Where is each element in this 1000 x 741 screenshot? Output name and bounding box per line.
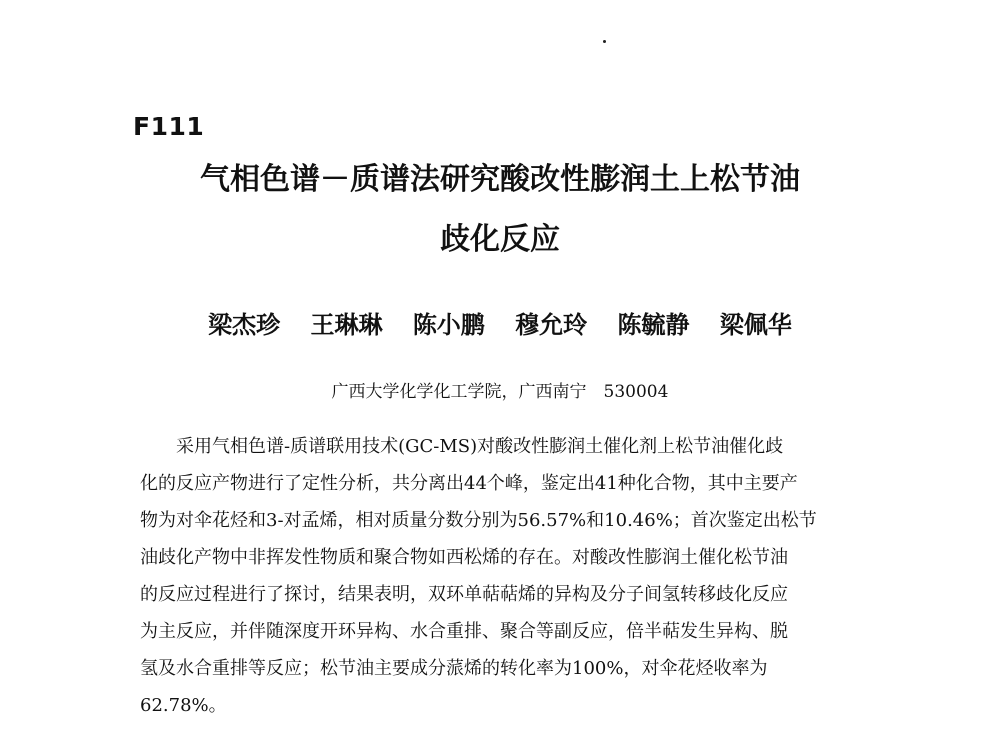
author: 穆允玲 <box>515 311 588 339</box>
author: 梁佩华 <box>719 311 792 339</box>
scan-speck <box>603 40 606 43</box>
abstract <box>140 432 866 728</box>
author: 陈小鹏 <box>412 311 485 339</box>
author: 王琳琳 <box>310 311 383 339</box>
paper-title-line-1: 气相色谱－质谱法研究酸改性膨润土上松节油 <box>200 162 800 197</box>
abstract-line: 采用气相色谱-质谱联用技术(GC-MS)对酸改性膨润土催化剂上松节油催化歧 <box>176 436 784 457</box>
abstract-line: 的反应过程进行了探讨，结果表明，双环单萜萜烯的异构及分子间氢转移歧化反应 <box>140 584 788 605</box>
abstract-line: 为主反应，并伴随深度开环异构、水合重排、聚合等副反应，倍半萜发生异构、脱 <box>140 621 788 642</box>
abstract-line: 油歧化产物中非挥发性物质和聚合物如西松烯的存在。对酸改性膨润土催化松节油 <box>140 547 788 568</box>
abstract-line: 62.78%。 <box>140 695 227 716</box>
paper-title-line-2: 歧化反应 <box>440 222 560 257</box>
classification-code: F111 <box>133 112 205 141</box>
author-list <box>0 310 1000 340</box>
abstract-line: 氢及水合重排等反应；松节油主要成分蒎烯的转化率为100%，对伞花烃收率为 <box>140 658 768 679</box>
abstract-line: 物为对伞花烃和3-对孟烯，相对质量分数分别为56.57%和10.46%；首次鉴定出松节 <box>140 510 817 531</box>
author: 陈毓静 <box>617 311 690 339</box>
abstract-line: 化的反应产物进行了定性分析，共分离出44个峰，鉴定出41种化合物，其中主要产 <box>140 473 798 494</box>
author: 梁杰珍 <box>208 311 281 339</box>
affiliation: 广西大学化学化工学院，广西南宁 530004 <box>331 382 669 402</box>
